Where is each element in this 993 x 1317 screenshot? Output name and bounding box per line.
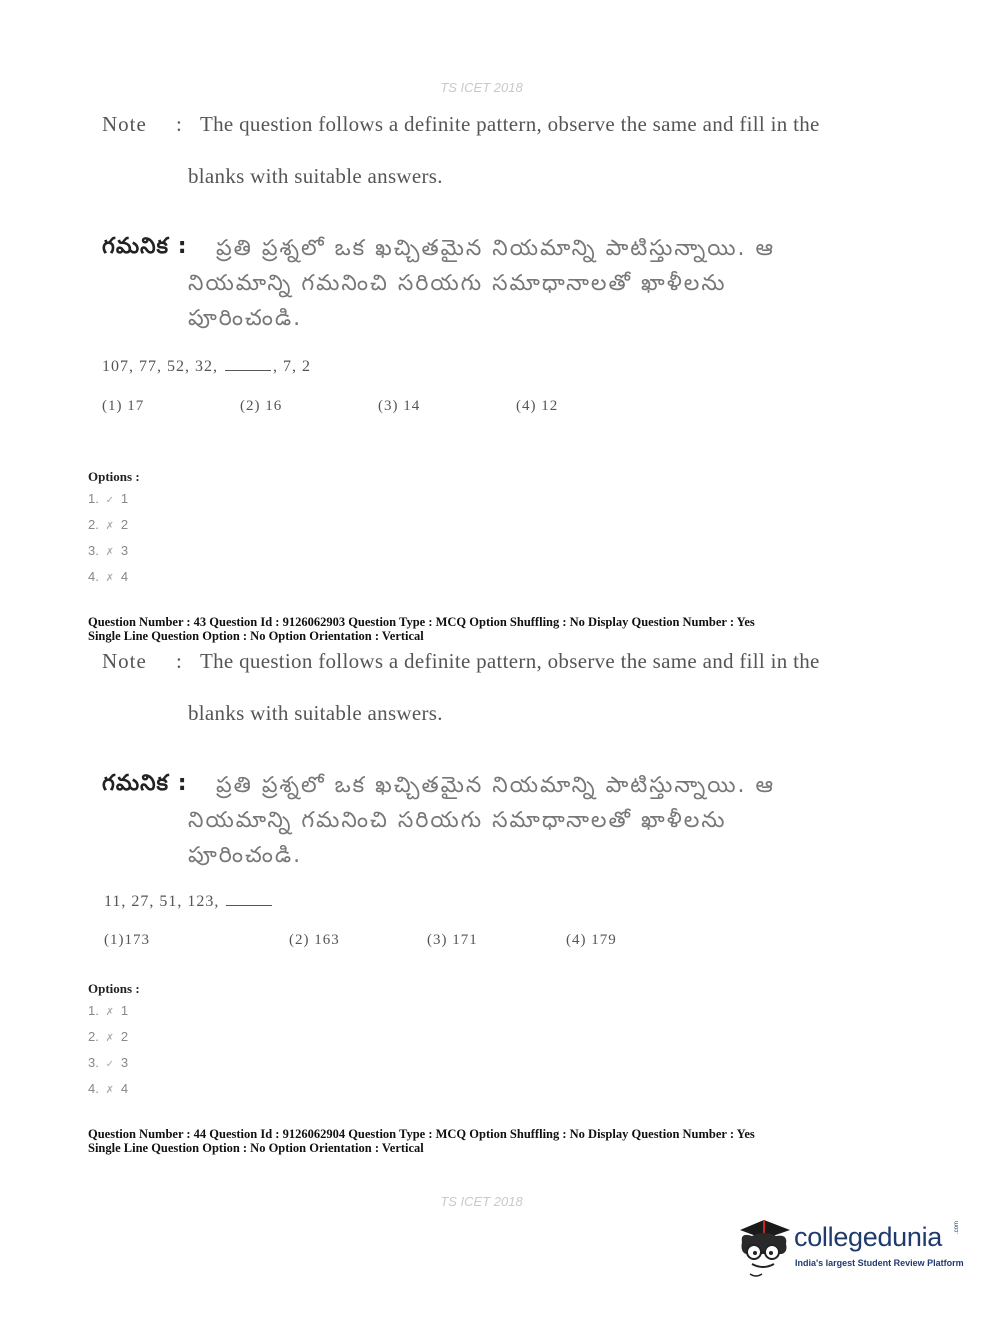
choice-2: (2) 163 xyxy=(289,932,340,948)
question-meta-line2: Single Line Question Option : No Option Orientation : Vertical xyxy=(88,1141,424,1155)
option-row-2 xyxy=(88,1029,128,1044)
note-label: Note xyxy=(102,649,147,673)
logo-com: .com xyxy=(954,1220,960,1234)
cross-icon: ✗ xyxy=(105,1007,115,1018)
option-number: 1. xyxy=(88,1003,99,1018)
option-value: 3 xyxy=(120,1055,129,1070)
cross-icon: ✗ xyxy=(105,547,115,558)
sequence-blank xyxy=(225,356,271,371)
question-sequence xyxy=(102,356,311,376)
telugu-note-line1: ప్రతి ప్రశ్నలో ఒక ఖచ్చితమైన నియమాన్ని పాటిస్తున్నాయి. ఆ xyxy=(216,773,776,798)
option-value: 2 xyxy=(120,1029,129,1044)
options-heading: Options : xyxy=(88,981,140,996)
telugu-note-label: గమనిక : xyxy=(102,234,188,259)
telugu-note-line3: పూరించండి. xyxy=(188,306,303,331)
choice-1: (1) 17 xyxy=(102,398,145,414)
logo-name: collegedunia xyxy=(794,1222,943,1252)
mascot-icon xyxy=(734,1212,794,1280)
option-number: 3. xyxy=(88,543,99,558)
check-icon: ✓ xyxy=(105,495,115,506)
question-meta-line1: Question Number : 44 Question Id : 9126062904 Question Type : MCQ Option Shuffling : No Display Question Number : Yes xyxy=(88,1127,755,1141)
choice-4: (4) 12 xyxy=(516,398,559,414)
cross-icon: ✗ xyxy=(105,1085,115,1096)
choice-3: (3) 14 xyxy=(378,398,421,414)
option-number: 4. xyxy=(88,569,99,584)
sequence-blank xyxy=(226,891,272,906)
option-number: 1. xyxy=(88,491,99,506)
option-value: 4 xyxy=(120,569,129,584)
option-row-1 xyxy=(88,1003,128,1018)
note-text-line2: blanks with suitable answers. xyxy=(188,701,443,725)
watermark-bottom: TS ICET 2018 xyxy=(440,1194,523,1209)
option-value: 1 xyxy=(120,491,129,506)
options-heading: Options : xyxy=(88,469,140,484)
option-number: 2. xyxy=(88,517,99,532)
logo-tagline: India's largest Student Review Platform xyxy=(795,1258,964,1268)
note-colon: : xyxy=(176,649,182,673)
option-value: 4 xyxy=(120,1081,129,1096)
note-colon: : xyxy=(176,112,182,136)
sequence-end: , 7, 2 xyxy=(273,358,311,375)
choice-2: (2) 16 xyxy=(240,398,283,414)
option-row-1 xyxy=(88,491,128,506)
option-number: 3. xyxy=(88,1055,99,1070)
collegedunia-logo xyxy=(734,1212,964,1280)
question-meta-line2: Single Line Question Option : No Option Orientation : Vertical xyxy=(88,629,424,643)
option-value: 1 xyxy=(120,1003,129,1018)
option-number: 4. xyxy=(88,1081,99,1096)
choice-4: (4) 179 xyxy=(566,932,617,948)
option-value: 3 xyxy=(120,543,129,558)
sequence-start: 107, 77, 52, 32, xyxy=(102,358,218,375)
option-value: 2 xyxy=(120,517,129,532)
option-row-4 xyxy=(88,1081,128,1096)
check-icon: ✓ xyxy=(105,1059,115,1070)
cross-icon: ✗ xyxy=(105,573,115,584)
telugu-note-line3: పూరించండి. xyxy=(188,843,303,868)
option-number: 2. xyxy=(88,1029,99,1044)
option-row-3 xyxy=(88,543,128,558)
telugu-note-label: గమనిక : xyxy=(102,771,188,796)
question-sequence xyxy=(104,891,274,911)
cross-icon: ✗ xyxy=(105,521,115,532)
note-text-line2: blanks with suitable answers. xyxy=(188,164,443,188)
cross-icon: ✗ xyxy=(105,1033,115,1044)
option-row-3 xyxy=(88,1055,128,1070)
question-meta-line1: Question Number : 43 Question Id : 9126062903 Question Type : MCQ Option Shuffling : No Display Question Number : Yes xyxy=(88,615,755,629)
telugu-note-line2: నియమాన్ని గమనించి సరియగు సమాధానాలతో ఖాళీలను xyxy=(188,808,727,833)
choice-3: (3) 171 xyxy=(427,932,478,948)
telugu-note-line1: ప్రతి ప్రశ్నలో ఒక ఖచ్చితమైన నియమాన్ని పాటిస్తున్నాయి. ఆ xyxy=(216,236,776,261)
choice-1: (1)173 xyxy=(104,932,150,948)
option-row-4 xyxy=(88,569,128,584)
watermark-top: TS ICET 2018 xyxy=(440,80,523,95)
note-text-line1: The question follows a definite pattern, observe the same and fill in the xyxy=(200,649,820,673)
telugu-note-line2: నియమాన్ని గమనించి సరియగు సమాధానాలతో ఖాళీలను xyxy=(188,271,727,296)
sequence-start: 11, 27, 51, 123, xyxy=(104,893,220,910)
note-label: Note xyxy=(102,112,147,136)
note-text-line1: The question follows a definite pattern, observe the same and fill in the xyxy=(200,112,820,136)
option-row-2 xyxy=(88,517,128,532)
